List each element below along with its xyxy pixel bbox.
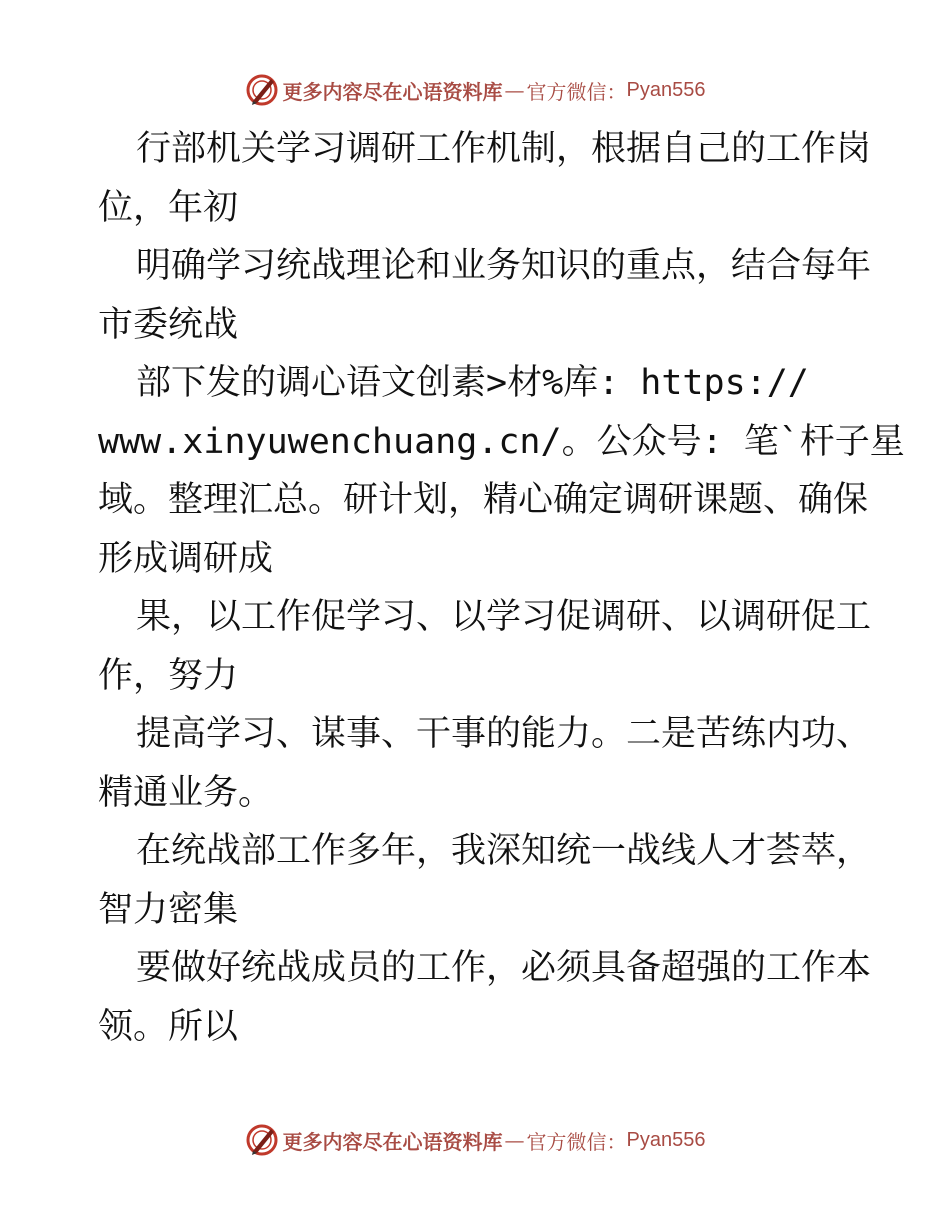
header-banner-content	[245, 73, 706, 107]
body-line: 形成调研成	[98, 538, 274, 579]
header-banner	[0, 70, 950, 110]
quill-pen-logo-icon	[245, 73, 279, 107]
document-body	[98, 120, 905, 1056]
body-line: 智力密集	[98, 889, 239, 930]
footer-site-text: 更多内容尽在心语资料库	[282, 1129, 503, 1154]
body-line: 市委统战	[98, 304, 239, 345]
header-wechat-id: Pyan556	[626, 78, 706, 101]
footer-banner-content	[245, 1123, 706, 1157]
footer-wechat-label: 官方微信：	[526, 1129, 627, 1154]
body-line: 作，努力	[98, 655, 239, 696]
body-line: 明确学习统战理论和业务知识的重点，结合每年	[136, 246, 872, 286]
body-line: 果，以工作促学习、以学习促调研、以调研促工	[136, 597, 872, 637]
body-line: 行部机关学习调研工作机制，根据自己的工作岗	[136, 129, 872, 169]
footer-wechat-id: Pyan556	[626, 1128, 706, 1151]
header-separator: —	[504, 78, 525, 102]
body-line: 在统战部工作多年，我深知统一战线人才荟萃，	[136, 831, 872, 871]
body-line: 位，年初	[98, 187, 239, 228]
body-line: 领。所以	[98, 1006, 239, 1047]
body-line: 部下发的调心语文创素>材%库: https://	[136, 363, 809, 403]
footer-separator: —	[504, 1128, 525, 1152]
header-wechat-label: 官方微信：	[526, 79, 627, 104]
body-line: 域。整理汇总。研计划，精心确定调研课题、确保	[98, 480, 869, 520]
body-line: 提高学习、谋事、干事的能力。二是苦练内功、	[136, 714, 872, 754]
body-line: www.xinyuwenchuang.cn/。公众号: 笔`杆子星	[98, 421, 905, 462]
quill-pen-logo-icon	[245, 1123, 279, 1157]
body-line: 要做好统战成员的工作，必须具备超强的工作本	[136, 948, 872, 988]
header-site-text: 更多内容尽在心语资料库	[282, 79, 503, 104]
body-line: 精通业务。	[98, 772, 274, 813]
footer-banner	[0, 1120, 950, 1160]
